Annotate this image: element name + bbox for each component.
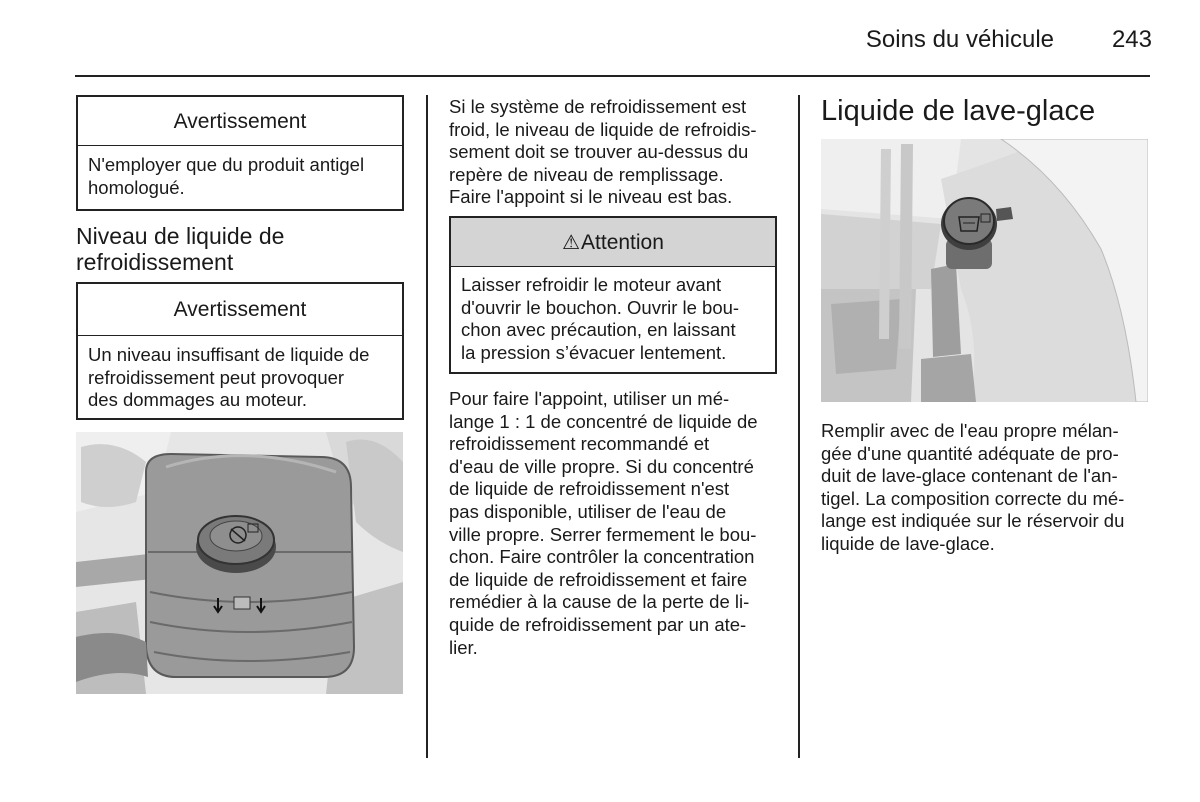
heading-line: Niveau de liquide de xyxy=(76,223,285,249)
text-line: froid, le niveau de liquide de refroidis- xyxy=(449,118,757,140)
text-line: refroidissement recommandé et xyxy=(449,433,710,455)
warning-box-antifreeze xyxy=(76,95,404,211)
coolant-reservoir-illustration xyxy=(76,432,403,694)
text-line: duit de lave-glace contenant de l'an- xyxy=(821,465,1118,487)
text-line: gée d'une quantité adéquate de pro- xyxy=(821,442,1119,464)
text-line: liquide de lave-glace. xyxy=(821,532,995,554)
attention-label: Attention xyxy=(581,231,664,254)
section-heading-washer-fluid: Liquide de lave-glace xyxy=(821,95,1096,127)
text-line: de liquide de refroidissement et faire xyxy=(449,568,748,590)
attention-heading xyxy=(451,218,775,267)
coolant-reservoir-photo xyxy=(76,432,403,694)
text-line: Si le système de refroidissement est xyxy=(449,96,747,117)
text-line: Un niveau insuffisant de liquide de xyxy=(88,344,370,365)
page-number: 243 xyxy=(1111,26,1152,53)
text-line: tigel. La composition correcte du mé- xyxy=(821,487,1125,509)
attention-text xyxy=(451,267,775,364)
column-divider-2 xyxy=(798,95,800,758)
text-line: chon avec précaution, en laissant xyxy=(461,319,736,341)
paragraph-topping-up xyxy=(449,388,779,659)
attention-box xyxy=(449,216,777,374)
text-line: Faire l'appoint si le niveau est bas. xyxy=(449,186,733,208)
text-line: Laisser refroidir le moteur avant xyxy=(461,274,722,295)
text-line: sement doit se trouver au-dessus du xyxy=(449,141,749,163)
heading-line: refroidissement xyxy=(76,249,234,275)
text-line: lange 1 : 1 de concentré de liquide de xyxy=(449,410,758,432)
paragraph-washer-fluid xyxy=(821,420,1153,556)
text-line: de liquide de refroidissement n'est xyxy=(449,478,730,500)
text-line: repère de niveau de remplissage. xyxy=(449,163,724,185)
warning-heading: Avertissement xyxy=(78,97,402,146)
text-line: refroidissement peut provoquer xyxy=(88,366,345,388)
text-line: d'ouvrir le bouchon. Ouvrir le bou- xyxy=(461,296,740,318)
text-line: lange est indiquée sur le réservoir du xyxy=(821,510,1125,532)
section-heading-coolant xyxy=(76,223,406,275)
section-title: Soins du véhicule xyxy=(865,26,1054,53)
text-line: homologué. xyxy=(88,176,185,198)
washer-reservoir-illustration xyxy=(821,139,1148,402)
text-line: des dommages au moteur. xyxy=(88,389,308,411)
text-line: Pour faire l'appoint, utiliser un mé- xyxy=(449,388,730,409)
text-line: N'employer que du produit antigel xyxy=(88,154,365,175)
text-line: pas disponible, utiliser de l'eau de xyxy=(449,500,727,522)
warning-heading: Avertissement xyxy=(78,284,402,336)
warning-triangle-icon: ⚠ xyxy=(562,232,581,254)
text-line: remédier à la cause de la perte de li- xyxy=(449,591,750,613)
washer-fluid-reservoir-photo xyxy=(821,139,1148,402)
text-line: d'eau de ville propre. Si du concentré xyxy=(449,455,754,477)
warning-box-coolant-level xyxy=(76,282,404,420)
text-line: lier. xyxy=(449,636,478,658)
column-divider-1 xyxy=(426,95,428,758)
warning-text xyxy=(78,336,402,412)
header-divider xyxy=(75,75,1150,77)
text-line: quide de refroidissement par un ate- xyxy=(449,613,747,635)
text-line: la pression s’évacuer lentement. xyxy=(461,341,727,363)
text-line: Remplir avec de l'eau propre mélan- xyxy=(821,420,1119,441)
text-line: ville propre. Serrer fermement le bou- xyxy=(449,523,757,545)
warning-text xyxy=(78,146,402,199)
text-line: chon. Faire contrôler la concentration xyxy=(449,546,755,568)
paragraph-coolant-level xyxy=(449,96,779,209)
